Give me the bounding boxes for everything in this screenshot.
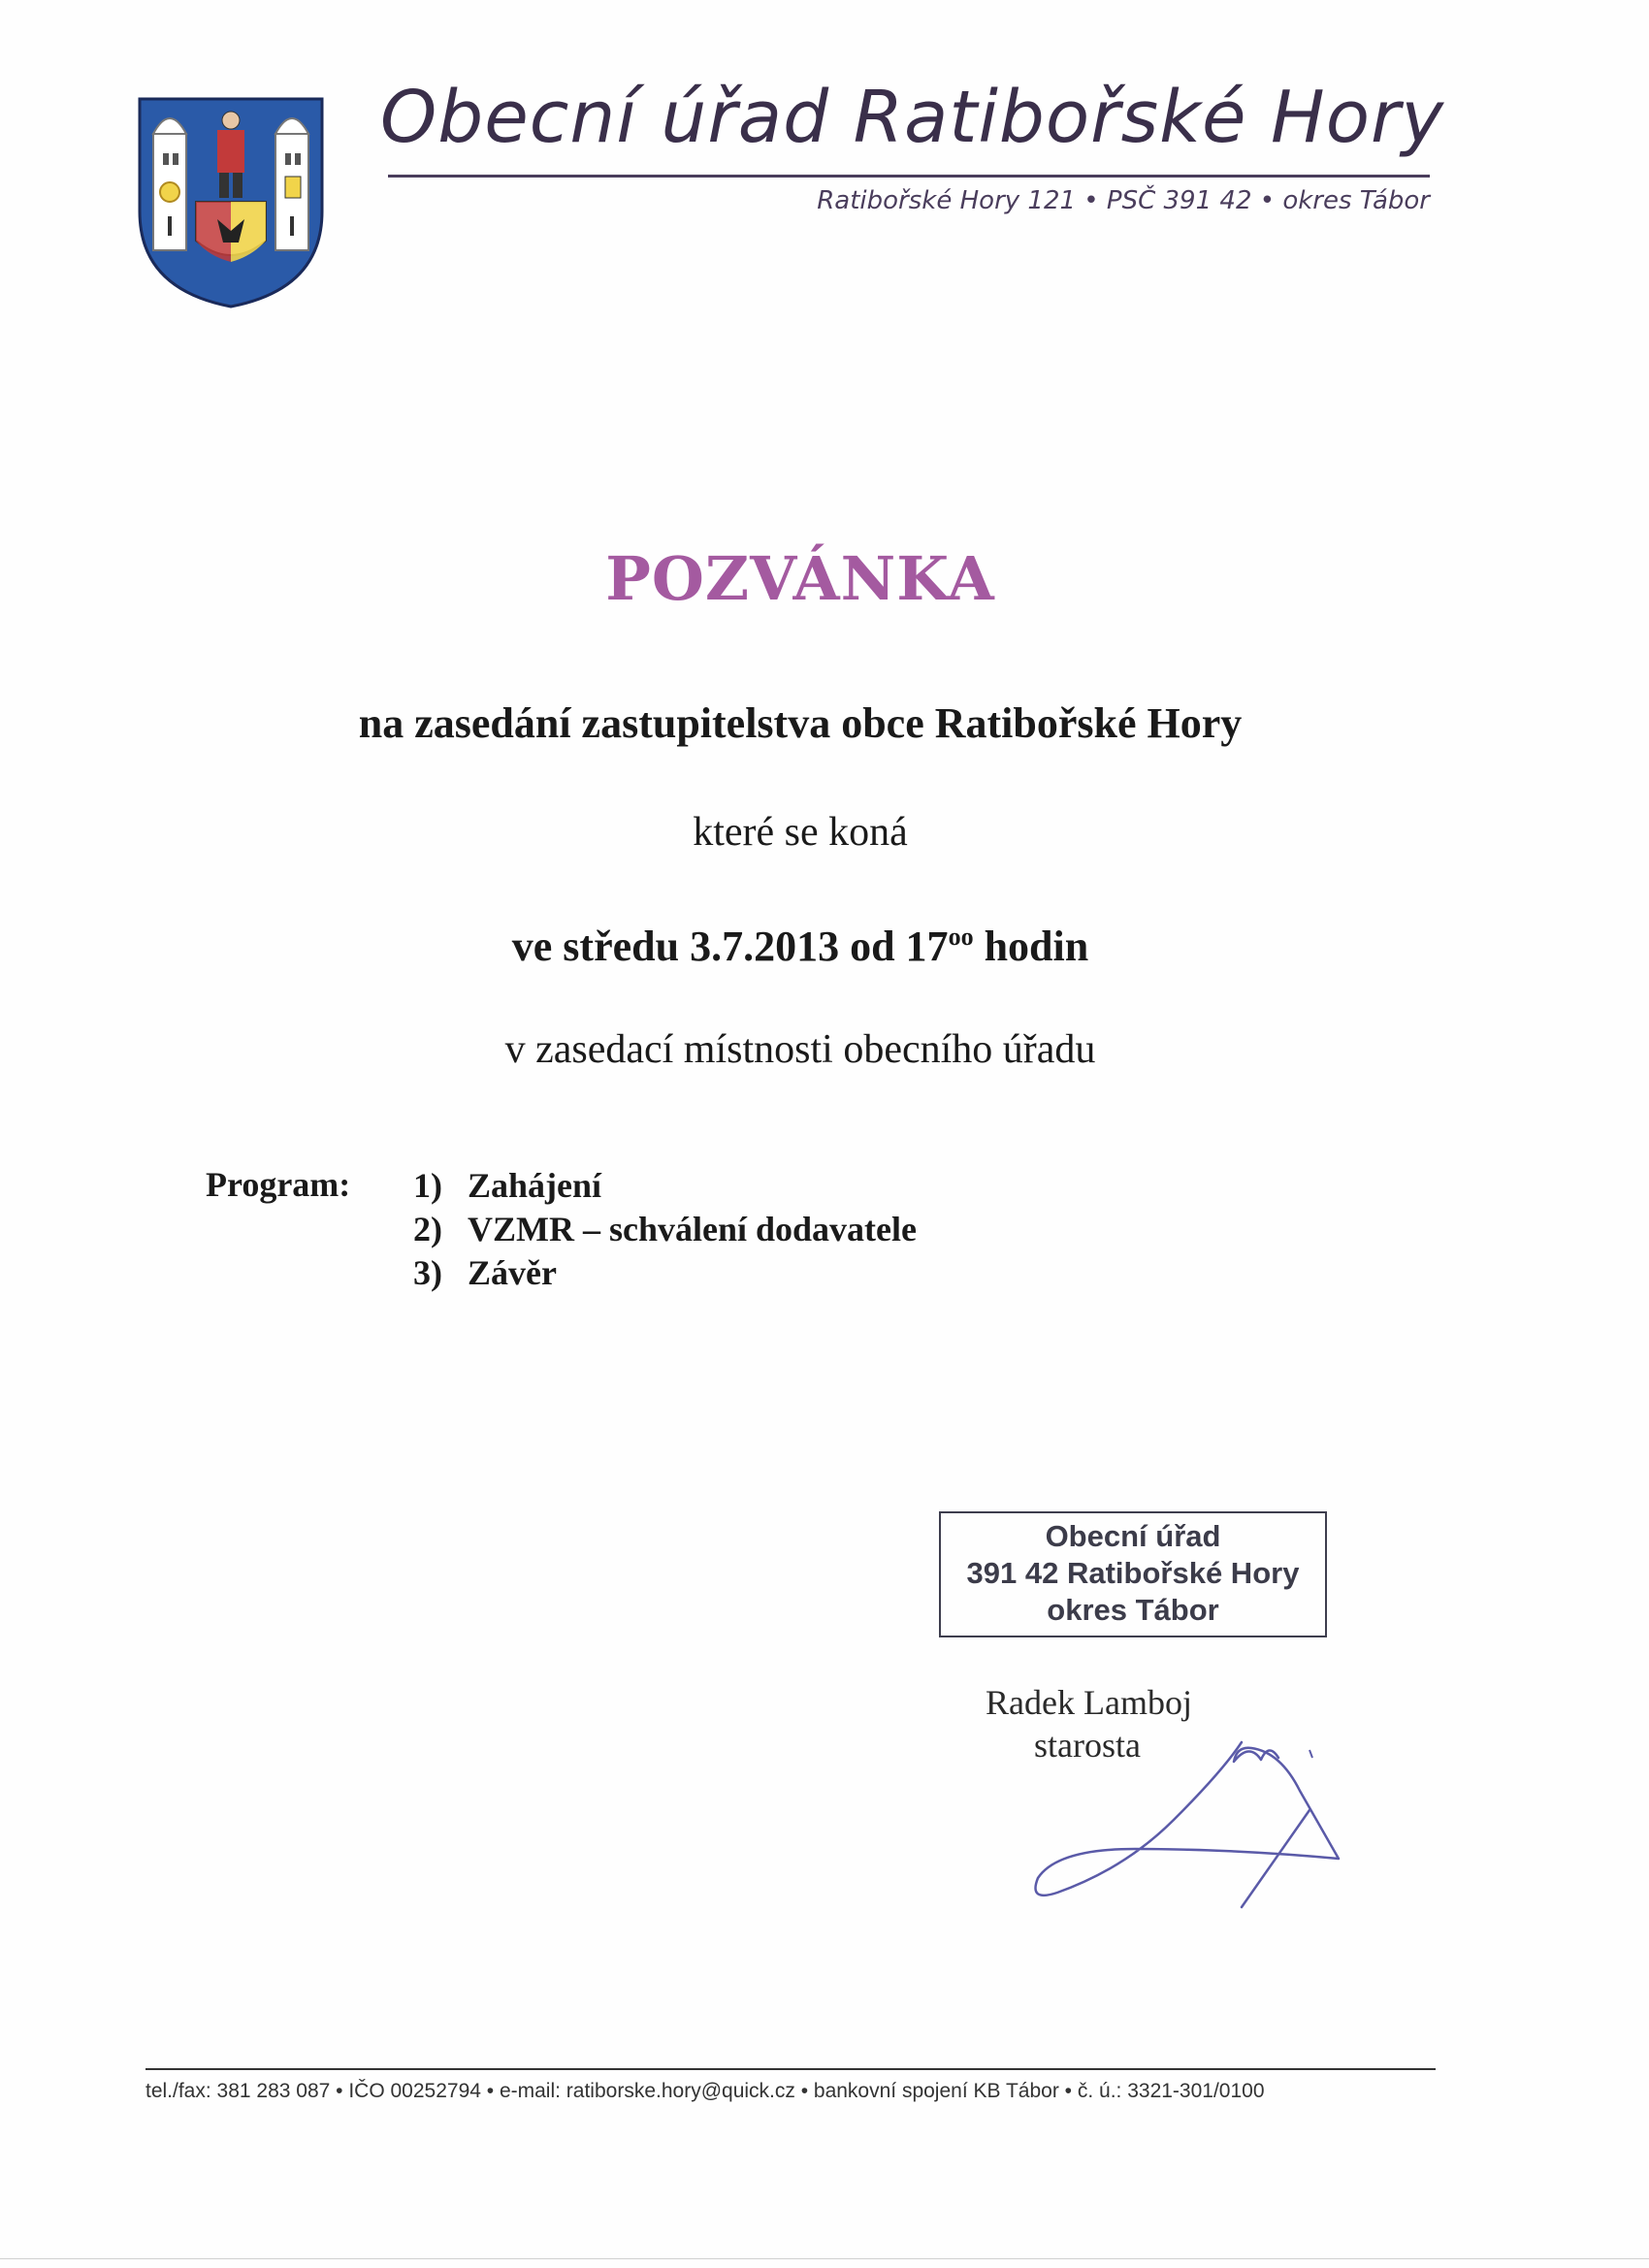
coat-of-arms-icon [136,95,326,310]
signature-icon [1018,1713,1358,1927]
signer-name: Radek Lamboj [986,1683,1192,1722]
meeting-date: ve středu 3.7.2013 od 17 [511,923,949,970]
title-divider [388,175,1430,178]
stamp-line-address: 391 42 Ratibořské Hory [966,1556,1300,1590]
footer-divider [146,2068,1436,2070]
meeting-time-superscript: oo [948,923,974,951]
program-item [413,1164,917,1208]
meeting-date-time [0,922,1600,971]
program-item [413,1208,917,1251]
program-item-number: 1) [413,1166,442,1205]
program-item [413,1251,917,1295]
program-item-text: Závěr [468,1253,557,1292]
office-title: Obecní úřad Ratibořské Hory [380,76,1445,159]
program-item-number: 3) [413,1253,442,1292]
invitation-subtitle: na zasedání zastupitelstva obce Ratibořské Hory [358,699,1243,747]
program-label: Program: [206,1165,351,1204]
program-item-text: Zahájení [468,1166,602,1205]
scan-bottom-edge [0,2258,1649,2259]
signer-role: starosta [1034,1726,1141,1765]
stamp-line-district: okres Tábor [1047,1593,1219,1627]
invitation-which: které se koná [693,810,908,855]
office-address: Ratibořské Hory 121 • PSČ 391 42 • okres Tábor [817,186,1430,215]
invitation-heading: POZVÁNKA [605,543,995,614]
program-item-text: VZMR – schválení dodavatele [468,1210,917,1248]
meeting-location: v zasedací místnosti obecního úřadu [504,1027,1096,1072]
footer-contact: tel./fax: 381 283 087 • IČO 00252794 • e-mail: ratiborske.hory@quick.cz • bankovní spojení KB Tábor • č. ú.: 3321-301/0100 [146,2080,1265,2102]
program-item-number: 2) [413,1210,442,1248]
stamp-line-office: Obecní úřad [1045,1519,1221,1553]
program-list [413,1164,917,1295]
official-stamp [939,1511,1327,1637]
meeting-hours-word: hodin [973,923,1089,970]
